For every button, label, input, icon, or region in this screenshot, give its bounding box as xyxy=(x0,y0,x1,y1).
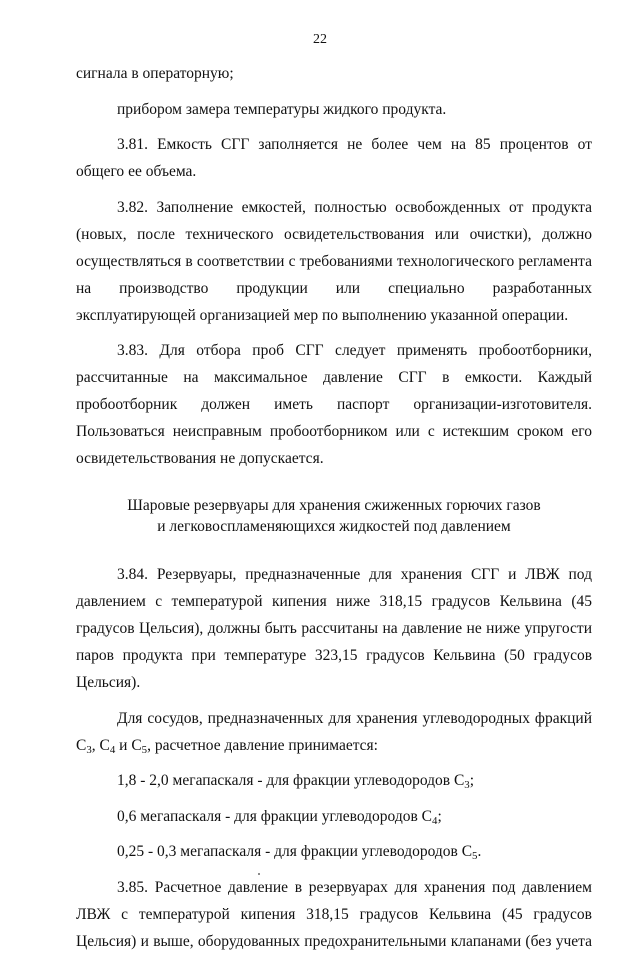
text-fragment: C xyxy=(76,736,87,754)
paragraph-3-83 xyxy=(76,337,592,472)
text-line: 3.81. Емкость СГГ заполняется не более чем на 85 процентов от общего xyxy=(76,136,592,180)
text-line: давлением с температурой кипения ниже 318,15 градусов Кельвина xyxy=(76,593,562,610)
text-line: (45 градусов Цельсия), должны быть рассчитаны на давление не ниже xyxy=(76,593,592,637)
paragraph-3-85 xyxy=(76,874,592,955)
paragraph-3-84 xyxy=(76,561,592,696)
paragraph-fractions xyxy=(76,705,592,759)
text-line: пробоотборник должен иметь паспорт организации-изготовителя. Пользоваться xyxy=(76,396,592,440)
subscript: 5 xyxy=(141,743,148,756)
text-line: осуществляться в соответствии с требованиями технологического регламента xyxy=(76,252,592,270)
scan-speck xyxy=(258,873,260,875)
text-fragment: . xyxy=(477,843,482,860)
text-line: освидетельствования не допускается. xyxy=(76,450,324,467)
subscript: 3 xyxy=(86,743,92,756)
text-fragment: 0,6 мегапаскаля - для фракции углеводородов C xyxy=(117,807,433,825)
text-line: ее объема. xyxy=(128,163,197,180)
text-line: с температурой кипения 318,15 градусов Кельвина (45 градусов Цельсия) и xyxy=(76,905,593,950)
document-body xyxy=(76,60,592,955)
paragraph-temperature-device xyxy=(76,96,592,123)
text-fragment: , C xyxy=(91,736,110,754)
subscript: 3 xyxy=(464,779,470,792)
page-number: 22 xyxy=(313,32,327,47)
text-line: 3.83. Для отбора проб СГГ следует применять пробоотборники, xyxy=(117,342,592,359)
list-item-c5 xyxy=(76,838,592,865)
text-line: прибором замера температуры жидкого продукта. xyxy=(117,100,447,118)
text-line: (новых, после технического освидетельствования или очистки), должно xyxy=(76,225,592,243)
text-fragment: и C xyxy=(115,736,142,754)
text-line: выше, оборудованных предохранительными клапанами (без учета xyxy=(153,932,593,950)
paragraph-3-82 xyxy=(76,194,592,329)
text-line: упругости паров продукта при температуре 323,15 градусов Кельвина xyxy=(76,620,592,664)
paragraph-3-81 xyxy=(76,131,592,185)
text-line-fractions xyxy=(76,737,378,754)
text-line: (50 градусов Цельсия). xyxy=(76,647,593,691)
section-heading xyxy=(76,495,592,537)
text-line: 3.85. Расчетное давление в резервуарах для хранения под давлением ЛВЖ xyxy=(76,878,592,923)
subscript: 4 xyxy=(109,743,116,756)
section-heading-line: и легковоспламеняющихся жидкостей под давлением xyxy=(157,518,511,535)
subscript: 4 xyxy=(432,814,438,827)
list-item-c4 xyxy=(76,803,592,830)
text-fragment: ; xyxy=(437,807,442,825)
text-line: неисправным пробоотборником или с истекшим сроком его xyxy=(172,423,592,440)
text-line: сигнала в операторную; xyxy=(76,65,234,82)
text-fragment: 1,8 - 2,0 мегапаскаля - для фракции углеводородов C xyxy=(117,772,465,789)
text-line: организацией мер по выполнению указанной операции. xyxy=(199,306,569,324)
subscript: 5 xyxy=(472,850,478,863)
text-line: 3.82. Заполнение емкостей, полностью освобожденных от продукта xyxy=(117,198,592,216)
text-fragment: 0,25 - 0,3 мегапаскаля - для фракции углеводородов C xyxy=(117,843,473,860)
list-item-c3 xyxy=(76,767,592,794)
text-line: рассчитанные на максимальное давление СГГ в емкости. Каждый xyxy=(76,369,592,386)
text-line: на производство продукции или специально разработанных эксплуатирующей xyxy=(76,279,592,324)
text-line: Для сосудов, предназначенных для хранения углеводородных фракций xyxy=(117,709,592,727)
text-line: 3.84. Резервуары, предназначенные для хранения СГГ и ЛВЖ под xyxy=(117,566,592,583)
paragraph-continuation xyxy=(76,60,592,87)
text-fragment: , расчетное давление принимается: xyxy=(147,736,378,754)
text-fragment: ; xyxy=(469,772,475,789)
section-heading-line: Шаровые резервуары для хранения сжиженных горючих газов xyxy=(127,497,541,514)
